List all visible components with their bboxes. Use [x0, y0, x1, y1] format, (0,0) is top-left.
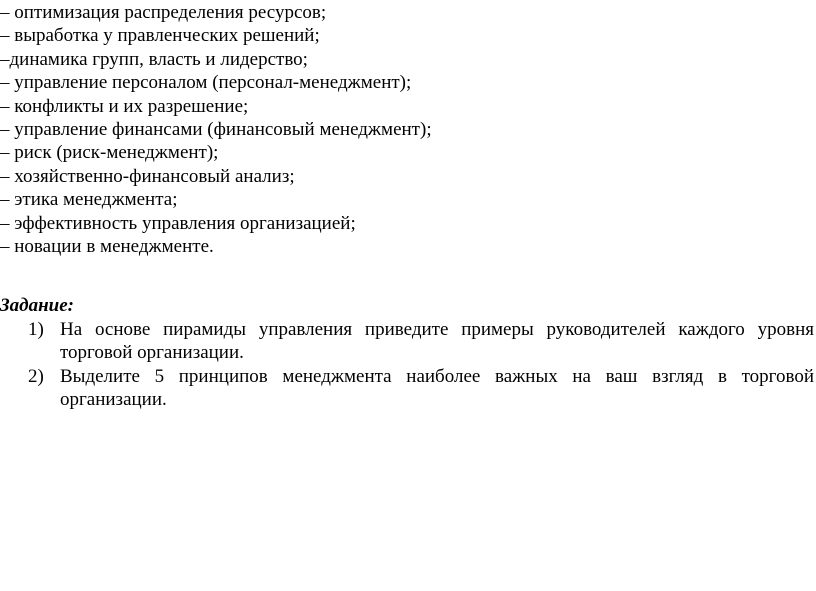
topic-list: [0, 1, 432, 258]
topic-item: – этика менеджмента;: [0, 189, 178, 211]
topic-item: – оптимизация распределения ресурсов;: [0, 2, 327, 23]
topic-item: – управление финансами (финансовый менеджмент);: [0, 119, 432, 141]
topic-item: – выработка у правленческих решений;: [0, 25, 320, 47]
topic-item: – управление персоналом (персонал-менеджмент);: [0, 72, 412, 94]
topic-item: – конфликты и их разрешение;: [0, 95, 249, 117]
topic-item: – новации в менеджменте.: [0, 236, 214, 258]
task-text: На основе пирамиды управления приведите примеры руководителей каждого уровня торговой организации.: [60, 319, 814, 364]
task-number: 2): [28, 365, 44, 387]
task-list: [0, 318, 816, 412]
topic-item: –динамика групп, власть и лидерство;: [0, 48, 308, 70]
topic-item: – риск (риск-менеджмент);: [0, 142, 219, 164]
topic-item: – эффективность управления организацией;: [0, 212, 356, 234]
topic-item: – хозяйственно-финансовый анализ;: [0, 165, 295, 187]
task-heading: Задание:: [0, 295, 74, 316]
task-item: [0, 365, 816, 412]
task-text: Выделите 5 принципов менеджмента наиболее важных на ваш взгляд в торговой организации.: [60, 365, 814, 411]
task-number: 1): [28, 319, 44, 340]
task-item: [0, 318, 816, 365]
